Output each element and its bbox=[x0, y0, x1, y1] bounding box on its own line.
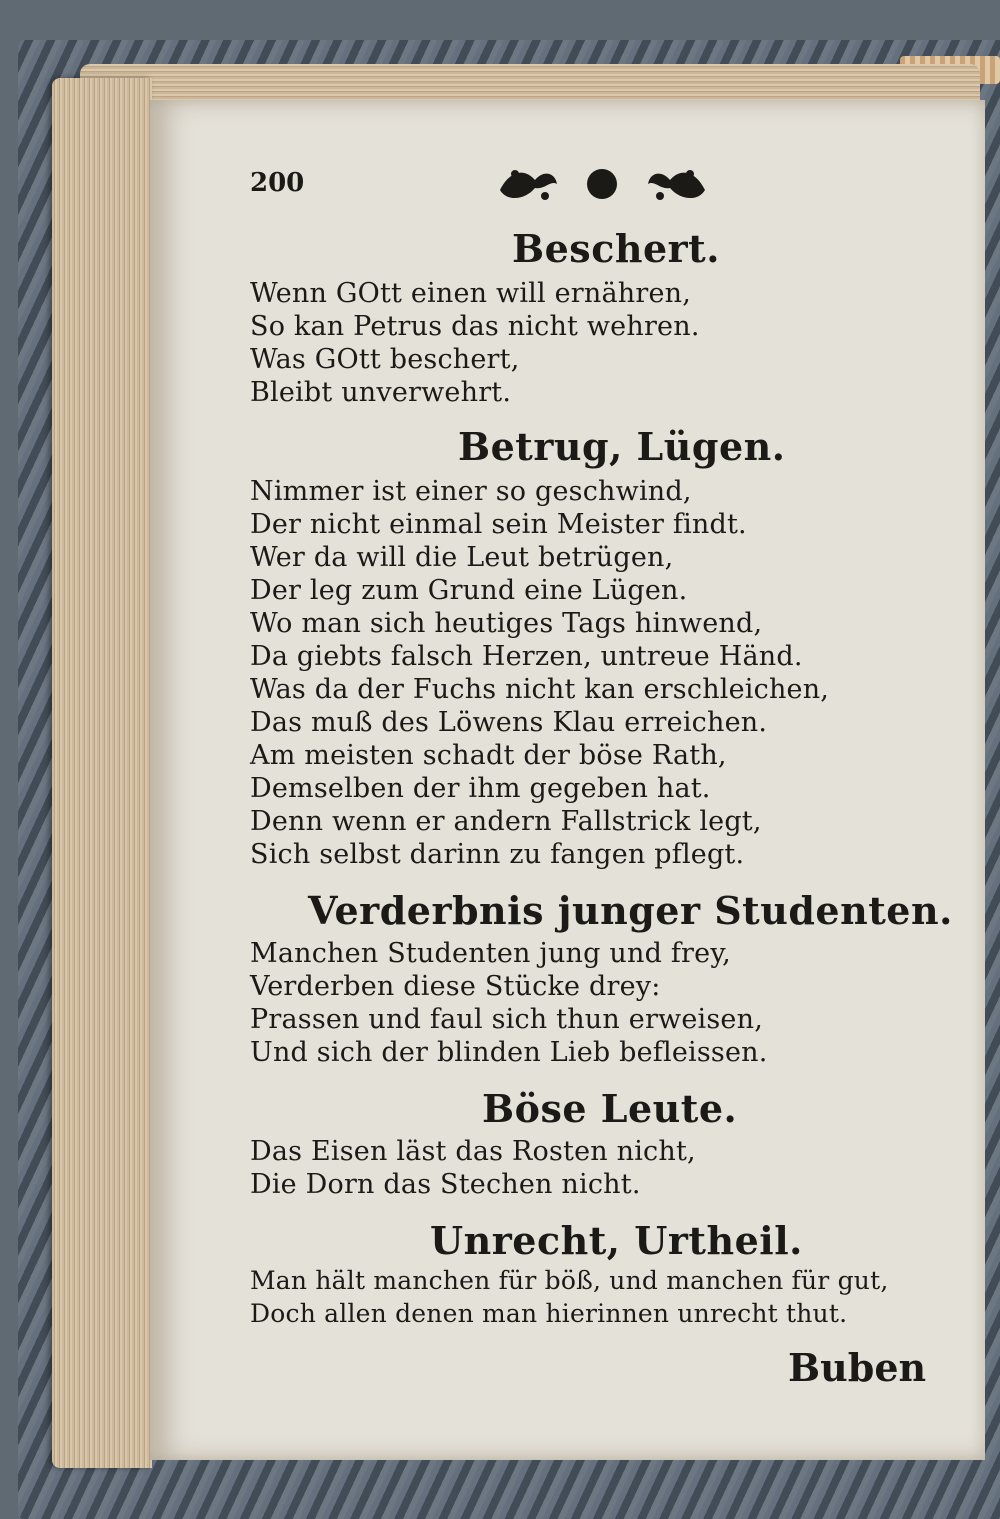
verse-line: Prassen und faul sich thun erweisen, bbox=[250, 1004, 763, 1035]
section-heading: Böse Leute. bbox=[482, 1086, 738, 1131]
verse-line: Wer da will die Leut betrügen, bbox=[250, 542, 674, 573]
verse-line: Und sich der blinden Lieb befleissen. bbox=[250, 1037, 768, 1068]
verse-line: So kan Petrus das nicht wehren. bbox=[250, 311, 700, 342]
catchword: Buben bbox=[788, 1345, 927, 1390]
page-top-edges bbox=[80, 64, 980, 104]
section-heading: Betrug, Lügen. bbox=[458, 424, 786, 469]
verse-line: Demselben der ihm gegeben hat. bbox=[250, 773, 711, 804]
section-heading: Unrecht, Urtheil. bbox=[430, 1218, 803, 1263]
section-heading: Beschert. bbox=[512, 226, 720, 271]
verse-line: Der leg zum Grund eine Lügen. bbox=[250, 575, 688, 606]
verse-line: Wo man sich heutiges Tags hinwend, bbox=[250, 608, 763, 639]
verse-line: Denn wenn er andern Fallstrick legt, bbox=[250, 806, 762, 837]
verse-line: Was da der Fuchs nicht kan erschleichen, bbox=[250, 674, 830, 705]
verse-line: Verderben diese Stücke drey: bbox=[250, 971, 661, 1002]
verse-line: Das Eisen läst das Rosten nicht, bbox=[250, 1136, 696, 1167]
verse-line: Der nicht einmal sein Meister findt. bbox=[250, 509, 747, 540]
verse-line: Die Dorn das Stechen nicht. bbox=[250, 1169, 641, 1200]
printer-ornament bbox=[495, 160, 710, 208]
verse-line: Da giebts falsch Herzen, untreue Händ. bbox=[250, 641, 803, 672]
verse-line: Nimmer ist einer so geschwind, bbox=[250, 476, 692, 507]
verse-line: Man hält manchen für böß, und manchen für gut, bbox=[250, 1266, 889, 1295]
verse-line: Bleibt unverwehrt. bbox=[250, 377, 512, 408]
page-number: 200 bbox=[250, 168, 305, 198]
verse-line: Was GOtt beschert, bbox=[250, 344, 520, 375]
section-heading: Verderbnis junger Studenten. bbox=[308, 888, 953, 933]
verse-line: Am meisten schadt der böse Rath, bbox=[250, 740, 727, 771]
verse-line: Doch allen denen man hierinnen unrecht thut. bbox=[250, 1299, 848, 1328]
verse-line: Wenn GOtt einen will ernähren, bbox=[250, 278, 692, 309]
verse-line: Sich selbst darinn zu fangen pflegt. bbox=[250, 839, 745, 870]
verse-line: Das muß des Löwens Klau erreichen. bbox=[250, 707, 768, 738]
page-side-edges bbox=[52, 78, 152, 1468]
verse-line: Manchen Studenten jung und frey, bbox=[250, 938, 731, 969]
